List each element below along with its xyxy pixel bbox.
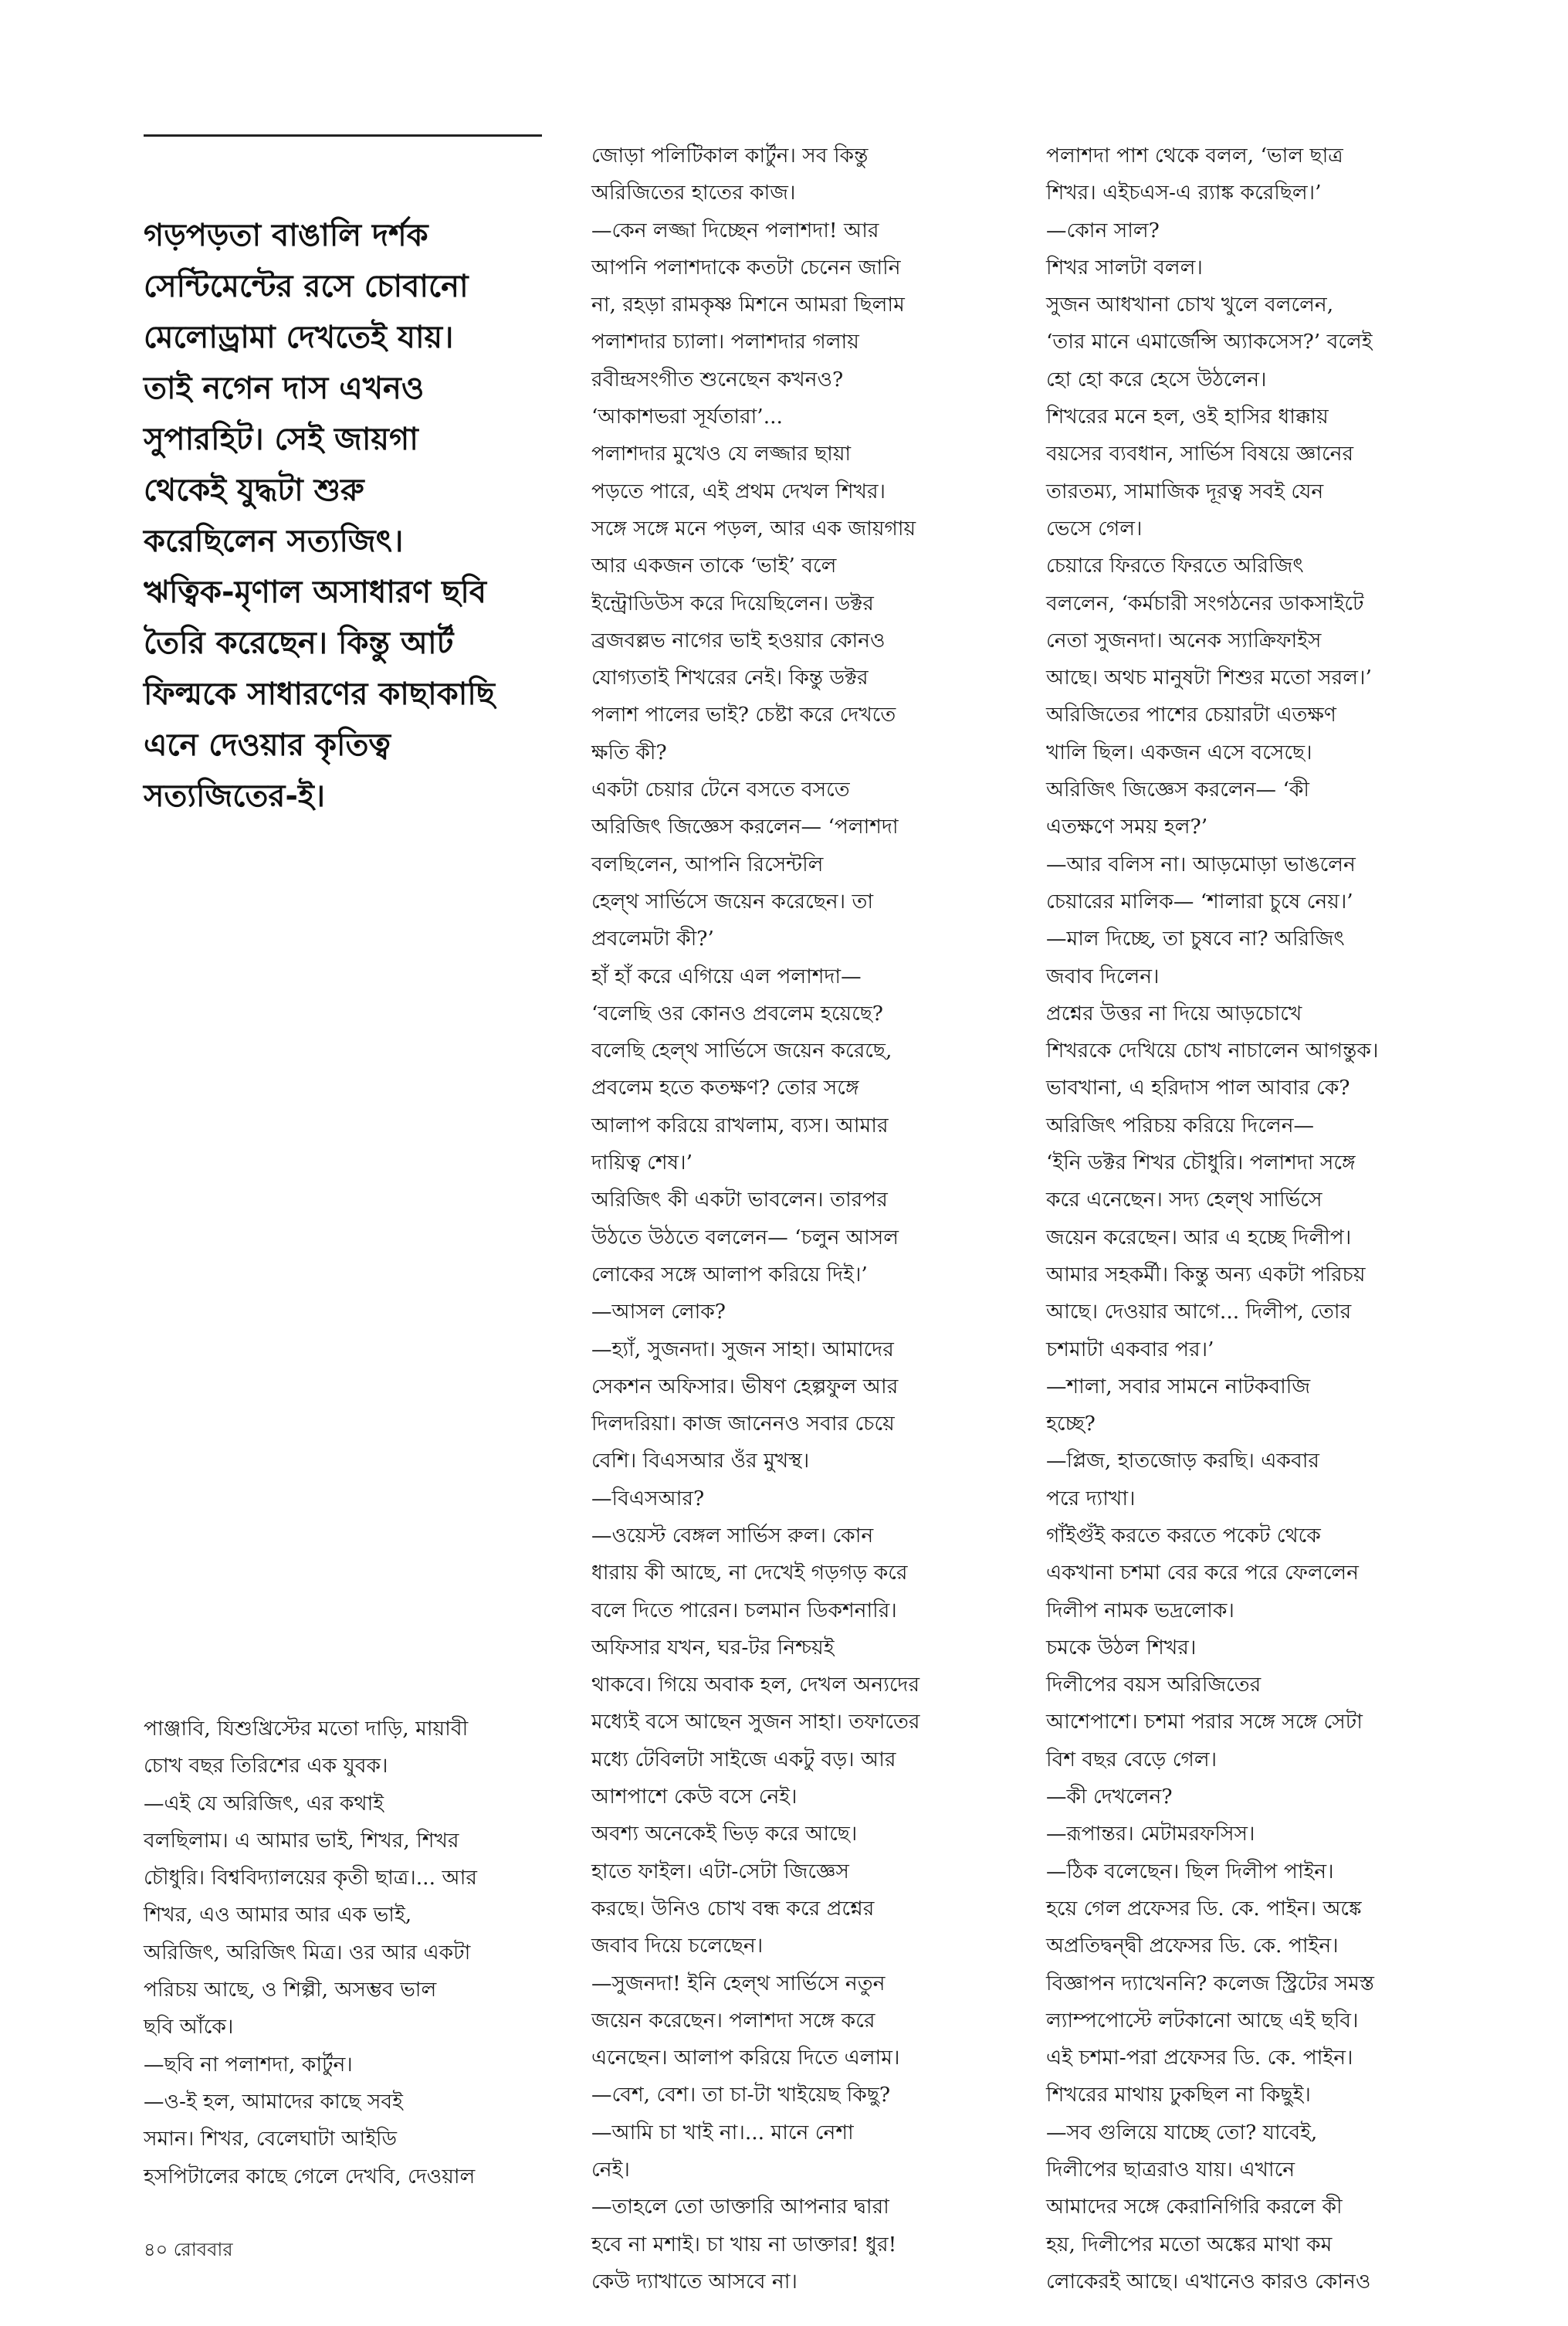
body-text-line: বিজ্ঞাপন দ্যাখেননি? কলেজ স্ট্রিটের সমস্ত [1046, 1971, 1374, 1995]
body-text-line: বিশ বছর বেড়ে গেল। [1046, 1747, 1217, 1772]
body-text-line: দিলীপের বয়স অরিজিতের [1046, 1673, 1262, 1697]
body-text-line: জবাব দিয়ে চলেছেন। [591, 1934, 764, 1958]
body-text-line: অরিজিৎ পরিচয় করিয়ে দিলেন— [1046, 1113, 1315, 1138]
body-text-line: —ও-ই হল, আমাদের কাছে সবই [144, 2089, 403, 2114]
body-text-line: প্রশ্নের উত্তর না দিয়ে আড়চোখে [1046, 1001, 1302, 1026]
body-text-line: যোগ্যতাই শিখরের নেই। কিন্তু ডক্টর [591, 666, 869, 690]
body-text-line: ব্রজবল্লভ নাগের ভাই হওয়ার কোনও [591, 628, 886, 653]
body-text-line: —আমি চা খাই না।... মানে নেশা [591, 2120, 854, 2145]
body-text-line: শিখরের মনে হল, ওই হাসির ধাক্কায় [1046, 405, 1329, 429]
page-footer: ৪০ রোববার [144, 2239, 233, 2260]
body-text-line: সমান। শিখর, বেলেঘাটা আইডি [144, 2127, 397, 2151]
body-text-line: অরিজিৎ জিজ্ঞেস করলেন— ‘পলাশদা [591, 815, 899, 839]
body-text-line: পড়তে পারে, এই প্রথম দেখল শিখর। [591, 479, 886, 504]
body-text-line: পলাশ পালের ভাই? চেষ্টা করে দেখতে [591, 703, 896, 727]
body-text-line: —আসল লোক? [591, 1300, 726, 1324]
body-text-line: শিখরকে দেখিয়ে চোখ নাচালেন আগন্তুক। [1046, 1039, 1379, 1063]
pullquote-line: গড়পড়তা বাঙালি দর্শক [144, 218, 428, 253]
body-text-line: জোড়া পলিটিকাল কার্টুন। সব কিন্তু [591, 144, 869, 168]
pullquote-line: সুপারহিট। সেই জায়গা [144, 422, 418, 457]
body-text-line: ইন্ট্রোডিউস করে দিয়েছিলেন। ডক্টর [591, 591, 874, 615]
body-text-line: দিলীপের ছাত্ররাও যায়। এখানে [1046, 2158, 1295, 2182]
text-column-1 [144, 1711, 545, 2195]
body-text-line: অরিজিৎ কী একটা ভাবলেন। তারপর [591, 1188, 888, 1212]
body-text-line: আছে। দেওয়ার আগে... দিলীপ, তোর [1046, 1300, 1352, 1324]
body-text-line: দায়িত্ব শেষ।’ [591, 1151, 693, 1175]
pullquote-line: সত্যজিতের-ই। [144, 778, 326, 814]
body-text-line: ল্যাম্পপোস্টে লটকানো আছে এই ছবি। [1046, 2008, 1359, 2033]
body-text-line: ভাবখানা, এ হরিদাস পাল আবার কে? [1046, 1076, 1350, 1100]
body-text-line: শিখরের মাথায় ঢুকছিল না কিছুই। [1046, 2083, 1311, 2107]
body-text-line: চেয়ারের মালিক— ‘শালারা চুষে নেয়।’ [1046, 889, 1353, 914]
pullquote-rule [144, 134, 542, 137]
pullquote-line: সেন্টিমেন্টের রসে চোবানো [144, 269, 469, 304]
body-text-line: অরিজিৎ জিজ্ঞেস করলেন— ‘কী [1046, 778, 1310, 802]
body-text-line: বলছিলাম। এ আমার ভাই, শিখর, শিখর [144, 1828, 459, 1853]
body-text-line: ক্ষতি কী? [591, 740, 667, 765]
body-text-line: আমার সহকর্মী। কিন্তু অন্য একটা পরিচয় [1046, 1262, 1366, 1287]
body-text-line: অবশ্য অনেকেই ভিড় করে আছে। [591, 1822, 858, 1846]
body-text-line: —কোন সাল? [1046, 218, 1160, 242]
body-text-line: একটা চেয়ার টেনে বসতে বসতে [591, 778, 850, 802]
body-text-line: —সব গুলিয়ে যাচ্ছে তো? যাবেই, [1046, 2120, 1318, 2145]
body-text-line: সুজন আধখানা চোখ খুলে বললেন, [1046, 293, 1334, 317]
body-text-line: এনেছেন। আলাপ করিয়ে দিতে এলাম। [591, 2046, 900, 2070]
body-text-line: —ছবি না পলাশদা, কার্টুন। [144, 2052, 353, 2077]
body-text-line: হো হো করে হেসে উঠলেন। [1046, 367, 1267, 392]
body-text-line: নেতা সুজনদা। অনেক স্যাক্রিফাইস [1046, 628, 1322, 653]
body-text-line: অপ্রতিদ্বন্দ্বী প্রফেসর ডি. কে. পাইন। [1046, 1934, 1339, 1958]
body-text-line: বলছিলেন, আপনি রিসেন্টলি [591, 852, 824, 876]
body-text-line: পরিচয় আছে, ও শিল্পী, অসম্ভব ভাল [144, 1978, 437, 2002]
body-text-line: চেয়ারে ফিরতে ফিরতে অরিজিৎ [1046, 554, 1304, 578]
body-text-line: বলে দিতে পারেন। চলমান ডিকশনারি। [591, 1598, 897, 1622]
body-text-line: লোকের সঙ্গে আলাপ করিয়ে দিই।’ [591, 1262, 868, 1287]
body-text-line: হেল্‌থ সার্ভিসে জয়েন করেছেন। তা [591, 889, 874, 914]
body-text-line: হাতে ফাইল। এটা-সেটা জিজ্ঞেস [591, 1859, 849, 1884]
body-text-line: —বেশ, বেশ। তা চা-টা খাইয়েছ কিছু? [591, 2083, 891, 2107]
body-text-line: —হ্যাঁ, সুজনদা। সুজন সাহা। আমাদের [591, 1337, 894, 1361]
body-text-line: বলেছি হেল্‌থ সার্ভিসে জয়েন করেছে, [591, 1039, 892, 1063]
body-text-line: আশপাশে কেউ বসে নেই। [591, 1785, 798, 1809]
body-text-line: ‘তার মানে এমার্জেন্সি অ্যাকসেস?’ বলেই [1046, 330, 1373, 354]
body-text-line: অরিজিতের হাতের কাজ। [591, 181, 796, 205]
body-text-line: —শালা, সবার সামনে নাটকবাজি [1046, 1374, 1311, 1399]
body-text-line: ধারায় কী আছে, না দেখেই গড়গড় করে [591, 1561, 908, 1585]
body-text-line: ‘ইনি ডক্টর শিখর চৌধুরি। পলাশদা সঙ্গে [1046, 1151, 1356, 1175]
body-text-line: —আর বলিস না। আড়মোড়া ভাঙলেন [1046, 852, 1356, 876]
body-text-line: বেশি। বিএসআর ওঁর মুখস্থ। [591, 1449, 810, 1473]
body-text-line: করে এনেছেন। সদ্য হেল্‌থ সার্ভিসে [1046, 1188, 1322, 1212]
body-text-line: প্রবলেম হতে কতক্ষণ? তোর সঙ্গে [591, 1076, 859, 1100]
body-text-line: —ঠিক বলেছেন। ছিল দিলীপ পাইন। [1046, 1859, 1334, 1884]
body-text-line: ছবি আঁকে। [144, 2015, 234, 2039]
text-column-3 [1046, 137, 1463, 2301]
body-text-line: —মাল দিচ্ছে, তা চুষবে না? অরিজিৎ [1046, 927, 1345, 951]
body-text-line: ভেসে গেল। [1046, 516, 1143, 541]
body-text-line: থাকবে। গিয়ে অবাক হল, দেখল অন্যদের [591, 1673, 920, 1697]
body-text-line: অরিজিৎ, অরিজিৎ মিত্র। ওর আর একটা [144, 1940, 471, 1965]
body-text-line: হসপিটালের কাছে গেলে দেখবি, দেওয়াল [144, 2164, 476, 2189]
pullquote-line: থেকেই যুদ্ধটা শুরু [144, 473, 364, 508]
body-text-line: —তাহলে তো ডাক্তারি আপনার দ্বারা [591, 2195, 889, 2219]
text-column-2 [591, 137, 1008, 2301]
body-text-line: হয়ে গেল প্রফেসর ডি. কে. পাইন। অঙ্কে [1046, 1896, 1362, 1921]
body-text-line: তারতম্য, সামাজিক দূরত্ব সবই যেন [1046, 479, 1324, 504]
body-text-line: করছে। উনিও চোখ বন্ধ করে প্রশ্নের [591, 1896, 875, 1921]
pullquote-line: মেলোড্রামা দেখতেই যায়। [144, 320, 454, 355]
body-text-line: রবীন্দ্রসংগীত শুনেছেন কখনও? [591, 367, 844, 392]
body-text-line: জয়েন করেছেন। পলাশদা সঙ্গে করে [591, 2008, 875, 2033]
body-text-line: গাঁইগুঁই করতে করতে পকেট থেকে [1046, 1523, 1321, 1548]
body-text-line: বয়সের ব্যবধান, সার্ভিস বিষয়ে জ্ঞানের [1046, 442, 1354, 466]
body-text-line: লোকেরই আছে। এখানেও কারও কোনও [1046, 2269, 1371, 2294]
body-text-line: জবাব দিলেন। [1046, 964, 1160, 988]
body-text-line: শিখর। এইচএস-এ র‍্যাঙ্ক করেছিল।’ [1046, 181, 1322, 205]
body-text-line: —প্লিজ, হাতজোড় করছি। একবার [1046, 1449, 1319, 1473]
pullquote-line: এনে দেওয়ার কৃতিত্ব [144, 727, 391, 763]
pullquote [144, 210, 560, 822]
body-text-line: একখানা চশমা বের করে পরে ফেললেন [1046, 1561, 1359, 1585]
body-text-line: —কেন লজ্জা দিচ্ছেন পলাশদা! আর [591, 218, 879, 242]
body-text-line: পরে দ্যাখা। [1046, 1486, 1136, 1511]
body-text-line: আমাদের সঙ্গে কেরানিগিরি করলে কী [1046, 2195, 1343, 2219]
body-text-line: ‘বলেছি ওর কোনও প্রবলেম হয়েছে? [591, 1001, 884, 1026]
body-text-line: খালি ছিল। একজন এসে বসেছে। [1046, 740, 1312, 765]
body-text-line: উঠতে উঠতে বললেন— ‘চলুন আসল [591, 1225, 899, 1249]
body-text-line: হাঁ হাঁ করে এগিয়ে এল পলাশদা— [591, 964, 862, 988]
body-text-line: আশেপাশে। চশমা পরার সঙ্গে সঙ্গে সেটা [1046, 1710, 1363, 1734]
body-text-line: মধ্যেই বসে আছেন সুজন সাহা। তফাতের [591, 1710, 920, 1734]
pullquote-line: তাই নগেন দাস এখনও [144, 371, 425, 406]
body-text-line: চশমাটা একবার পর।’ [1046, 1337, 1214, 1361]
pullquote-line: ফিল্মকে সাধারণের কাছাকাছি [144, 676, 496, 712]
body-text-line: —সুজনদা! ইনি হেল্‌থ সার্ভিসে নতুন [591, 1971, 886, 1995]
body-text-line: চোখ বছর তিরিশের এক যুবক। [144, 1754, 388, 1778]
pullquote-line: ঋত্বিক-মৃণাল অসাধারণ ছবি [144, 575, 487, 610]
body-text-line: —বিএসআর? [591, 1486, 705, 1511]
body-text-line: এই চশমা-পরা প্রফেসর ডি. কে. পাইন। [1046, 2046, 1353, 2070]
body-text-line: শিখর সালটা বলল। [1046, 255, 1203, 280]
body-text-line: ‘আকাশভরা সূর্যতারা’... [591, 405, 783, 429]
body-text-line: আলাপ করিয়ে রাখলাম, ব্যস। আমার [591, 1113, 889, 1138]
body-text-line: দিলীপ নামক ভদ্রলোক। [1046, 1598, 1234, 1622]
body-text-line: অরিজিতের পাশের চেয়ারটা এতক্ষণ [1046, 703, 1336, 727]
body-text-line: —ওয়েস্ট বেঙ্গল সার্ভিস রুল। কোন [591, 1523, 874, 1548]
body-text-line: আপনি পলাশদাকে কতটা চেনেন জানি [591, 255, 901, 280]
body-text-line: চৌধুরি। বিশ্ববিদ্যালয়ের কৃতী ছাত্র।... আর [144, 1866, 477, 1890]
body-text-line: —রূপান্তর। মেটামরফসিস। [1046, 1822, 1255, 1846]
body-text-line: —কী দেখলেন? [1046, 1785, 1173, 1809]
body-text-line: না, রহড়া রামকৃষ্ণ মিশনে আমরা ছিলাম [591, 293, 905, 317]
body-text-line: হয়, দিলীপের মতো অঙ্কের মাথা কম [1046, 2232, 1333, 2256]
body-text-line: সঙ্গে সঙ্গে মনে পড়ল, আর এক জায়গায় [591, 516, 916, 541]
body-text-line: পলাশদার মুখেও যে লজ্জার ছায়া [591, 442, 852, 466]
body-text-line: পলাশদা পাশ থেকে বলল, ‘ভাল ছাত্র [1046, 144, 1343, 168]
body-text-line: কেউ দ্যাখাতে আসবে না। [591, 2269, 798, 2294]
body-text-line: শিখর, এও আমার আর এক ভাই, [144, 1903, 412, 1928]
body-text-line: জয়েন করেছেন। আর এ হচ্ছে দিলীপ। [1046, 1225, 1352, 1249]
pullquote-line: তৈরি করেছেন। কিন্তু আর্ট [144, 626, 454, 661]
body-text-line: আছে। অথচ মানুষটা শিশুর মতো সরল।’ [1046, 666, 1372, 690]
body-text-line: আর একজন তাকে ‘ভাই’ বলে [591, 554, 837, 578]
body-text-line: পলাশদার চ্যালা। পলাশদার গলায় [591, 330, 859, 354]
body-text-line: দিলদরিয়া। কাজ জানেনও সবার চেয়ে [591, 1412, 895, 1436]
body-text-line: চমকে উঠল শিখর। [1046, 1635, 1197, 1660]
body-text-line: এতক্ষণে সময় হল?’ [1046, 815, 1208, 839]
body-text-line: প্রবলেমটা কী?’ [591, 927, 714, 951]
pullquote-line: করেছিলেন সত্যজিৎ। [144, 524, 404, 559]
body-text-line: মধ্যে টেবিলটা সাইজে একটু বড়। আর [591, 1747, 896, 1772]
body-text-line: হচ্ছে? [1046, 1412, 1096, 1436]
body-text-line: বললেন, ‘কর্মচারী সংগঠনের ডাকসাইটে [1046, 591, 1364, 615]
body-text-line: নেই। [591, 2158, 630, 2182]
body-text-line: অফিসার যখন, ঘর-টর নিশ্চয়ই [591, 1635, 835, 1660]
body-text-line: হবে না মশাই। চা খায় না ডাক্তার! ধুর! [591, 2232, 897, 2256]
body-text-line: পাঞ্জাবি, যিশুখ্রিস্টের মতো দাড়ি, মায়াবী [144, 1717, 469, 1741]
body-text-line: সেকশন অফিসার। ভীষণ হেল্পফুল আর [591, 1374, 899, 1399]
body-text-line: —এই যে অরিজিৎ, এর কথাই [144, 1791, 384, 1816]
